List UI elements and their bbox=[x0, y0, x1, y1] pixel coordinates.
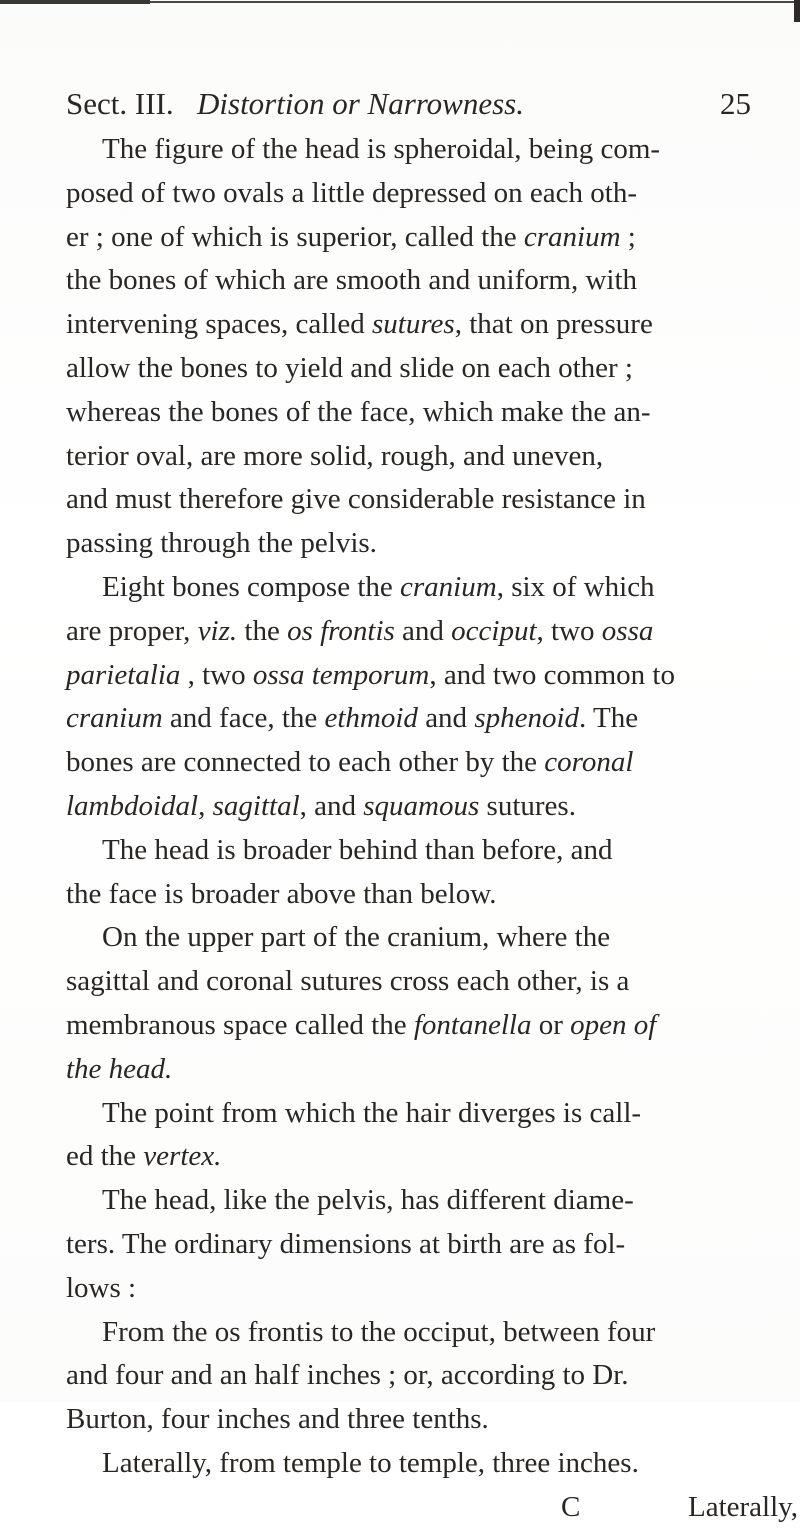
text-line bbox=[66, 697, 766, 741]
text-line bbox=[66, 873, 766, 917]
italic-term: cranium bbox=[400, 570, 497, 603]
text-run: and bbox=[417, 702, 475, 735]
text-run: terior oval, are more solid, rough, and uneven, bbox=[66, 439, 604, 472]
text-run: On the upper part of the cranium, where the bbox=[102, 921, 611, 954]
italic-term: squamous bbox=[363, 789, 480, 822]
text-run: , and bbox=[299, 789, 364, 822]
top-edge-rule bbox=[0, 0, 800, 6]
text-run: sutures. bbox=[479, 789, 576, 822]
text-line bbox=[66, 960, 766, 1004]
text-line bbox=[66, 654, 766, 698]
body-text bbox=[66, 128, 799, 1530]
text-line bbox=[66, 1223, 766, 1267]
text-line bbox=[66, 916, 766, 960]
text-run: The figure of the head is spheroidal, being com- bbox=[102, 133, 661, 165]
text-run: The head, like the pelvis, has different diame- bbox=[102, 1184, 634, 1217]
text-line bbox=[66, 303, 766, 347]
text-run: From the os frontis to the occiput, between four bbox=[102, 1315, 656, 1348]
text-run: , two bbox=[180, 658, 253, 691]
text-run: ; bbox=[620, 220, 636, 253]
italic-term: ethmoid bbox=[324, 702, 418, 735]
italic-term: viz. bbox=[197, 614, 238, 647]
text-run: intervening spaces, called bbox=[66, 308, 372, 341]
text-run: The point from which the hair diverges is call- bbox=[102, 1096, 642, 1129]
text-line bbox=[66, 829, 766, 873]
text-run: the bbox=[237, 614, 288, 647]
text-line bbox=[66, 785, 766, 829]
text-line bbox=[66, 259, 766, 303]
text-line bbox=[66, 347, 766, 391]
italic-term: fontanella bbox=[413, 1008, 532, 1041]
text-line bbox=[66, 566, 766, 610]
italic-term: sutures bbox=[372, 308, 455, 341]
text-line bbox=[66, 1092, 766, 1136]
text-run: and four and an half inches ; or, according to Dr. bbox=[66, 1359, 629, 1392]
text-line bbox=[66, 391, 766, 435]
catchword: Laterally, bbox=[688, 1490, 799, 1523]
text-run: or bbox=[531, 1008, 571, 1041]
text-run: and must therefore give considerable resistance in bbox=[66, 483, 646, 516]
text-line bbox=[66, 128, 766, 172]
italic-term: sagittal bbox=[212, 789, 300, 822]
section-label: Sect. III. bbox=[66, 86, 174, 121]
top-edge-line bbox=[150, 1, 800, 3]
text-run: membranous space called the bbox=[66, 1008, 414, 1041]
italic-term: os frontis bbox=[287, 614, 395, 647]
text-line bbox=[66, 1048, 766, 1092]
text-line bbox=[66, 1311, 766, 1355]
top-edge-dark-strip bbox=[0, 0, 150, 4]
text-run: Laterally, from temple to temple, three inches. bbox=[102, 1446, 639, 1479]
italic-term: cranium bbox=[66, 702, 163, 735]
running-title: Distortion or Narrowness. bbox=[197, 86, 524, 121]
text-run: and face, the bbox=[162, 702, 325, 735]
italic-term: sphenoid bbox=[474, 702, 580, 735]
italic-term: ossa temporum bbox=[252, 658, 430, 691]
text-line bbox=[66, 1398, 766, 1442]
text-line bbox=[66, 610, 766, 654]
running-header bbox=[66, 82, 760, 126]
text-run: Burton, four inches and three tenths. bbox=[66, 1403, 489, 1436]
text-run: are proper, bbox=[66, 614, 198, 647]
text-run: The head is broader behind than before, and bbox=[102, 833, 613, 866]
page-number: 25 bbox=[720, 86, 751, 121]
text-run: . The bbox=[579, 702, 639, 735]
italic-term: lambdoidal bbox=[66, 789, 199, 822]
text-run: allow the bones to yield and slide on each other ; bbox=[66, 351, 633, 384]
text-line bbox=[66, 1442, 766, 1486]
text-run: er ; one of which is superior, called the bbox=[66, 220, 524, 253]
italic-term: coronal bbox=[544, 746, 634, 779]
signature-mark: C bbox=[561, 1490, 581, 1523]
text-run: Eight bones compose the bbox=[102, 570, 401, 603]
text-line bbox=[66, 1267, 766, 1311]
text-run: the bones of which are smooth and uniform, with bbox=[66, 264, 638, 297]
text-line bbox=[66, 216, 766, 260]
corner-mark bbox=[794, 0, 800, 22]
text-run: lows : bbox=[66, 1271, 137, 1304]
text-line bbox=[66, 1354, 766, 1398]
text-line bbox=[66, 741, 766, 785]
text-run: sagittal and coronal sutures cross each other, is a bbox=[66, 965, 630, 998]
text-run: ed the bbox=[66, 1140, 144, 1173]
text-run: , two bbox=[536, 614, 602, 647]
text-run: , six of which bbox=[496, 570, 655, 603]
text-run: , that on pressure bbox=[454, 308, 653, 341]
italic-term: cranium bbox=[523, 220, 621, 253]
text-run: bones are connected to each other by the bbox=[66, 746, 545, 779]
italic-term: the head. bbox=[66, 1052, 173, 1085]
text-line bbox=[66, 478, 766, 522]
text-run: the face is broader above than below. bbox=[66, 877, 497, 910]
text-run: , and two common to bbox=[429, 658, 675, 691]
text-run: and bbox=[394, 614, 452, 647]
italic-term: vertex. bbox=[143, 1140, 222, 1173]
text-line bbox=[66, 1179, 766, 1223]
italic-term: parietalia bbox=[66, 658, 181, 691]
text-line bbox=[66, 522, 766, 566]
page-footer bbox=[66, 1486, 799, 1530]
text-line bbox=[66, 1004, 766, 1048]
text-run: posed of two ovals a little depressed on each oth- bbox=[66, 176, 637, 209]
text-line bbox=[66, 172, 766, 216]
text-line bbox=[66, 435, 766, 479]
text-line bbox=[66, 1135, 766, 1179]
italic-term: open of bbox=[570, 1008, 657, 1041]
text-run: , bbox=[198, 789, 213, 822]
text-run: ters. The ordinary dimensions at birth are as fol- bbox=[66, 1227, 626, 1260]
italic-term: ossa bbox=[601, 614, 654, 647]
italic-term: occiput bbox=[451, 614, 537, 647]
text-run: whereas the bones of the face, which make the an- bbox=[66, 395, 651, 428]
text-run: passing through the pelvis. bbox=[66, 527, 377, 560]
